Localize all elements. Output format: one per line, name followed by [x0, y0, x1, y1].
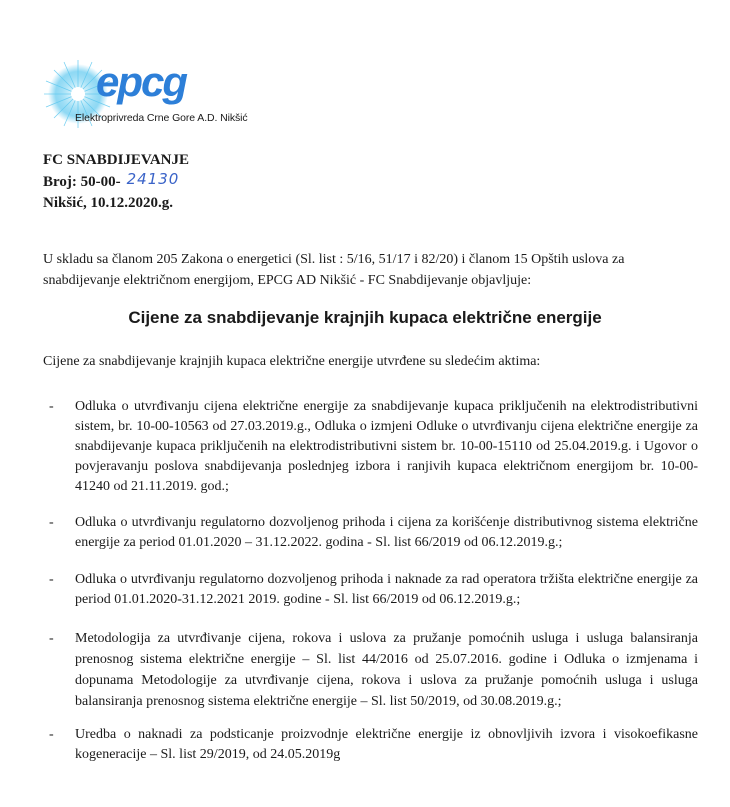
bullet-dash: - [49, 727, 54, 742]
bullet-dash: - [49, 631, 54, 646]
document-title: Cijene za snabdijevanje krajnjih kupaca električne energije [128, 308, 602, 327]
list-item [43, 570, 698, 610]
acts-intro: Cijene za snabdijevanje krajnjih kupaca električne energije utvrđene su sledećim aktima: [43, 354, 541, 369]
list-item-text: Metodologija za utvrđivanje cijena, rokova i uslova za pružanje pomoćnih usluga i usluga balansiranja prenosnog sistema električne energije – Sl. list 44/2016 od 25.07.2016. godine i Odluka o izmjenama i dopunama Metodologije za utvrđivanje cijena, rokova i uslova za pružanje pomoćnih usluga i usluga balansiranja prenosnog sistema električne energije – Sl. list 50/2019, od 30.08.2019.g.; [75, 631, 698, 709]
handwritten-number: 24130 [126, 170, 180, 188]
list-item [43, 397, 698, 497]
document-header [43, 150, 189, 214]
list-item [43, 628, 698, 712]
list-item [43, 725, 698, 765]
bullet-dash: - [49, 399, 54, 414]
logo-wordmark: epcg [96, 58, 187, 105]
document-number [43, 171, 189, 193]
list-item-text: Odluka o utvrđivanju cijena električne energije za snabdijevanje kupaca priključenih na elektrodistributivni sistem, br. 10-00-10563 od 27.03.2019.g., Odluka o izmjeni Odluke o utvrđivanju cijena električne energije za snabdijevanje kupaca priključenih na elektrodistributivni sistem br. 10-00-15110 od 25.04.2019.g. i Ugovor o povjeravanju poslova snabdijevanja poslednjeg izbora i ranjivih kupaca električnom energijom br. 10-00-41240 od 21.11.2019. god.; [75, 399, 698, 494]
list-item-text: Odluka o utvrđivanju regulatorno dozvoljenog prihoda i cijena za korišćenje distributivnog sistema električne energije za period 01.01.2020 – 31.12.2022. godina - Sl. list 66/2019 od 06.12.2019.g.; [75, 515, 698, 550]
logo-company-name: Elektroprivreda Crne Gore A.D. Nikšić [75, 112, 248, 124]
place-date: Nikšić, 10.12.2020.g. [43, 195, 174, 211]
intro-paragraph: U skladu sa članom 205 Zakona o energetici (Sl. list : 5/16, 51/17 i 82/20) i članom 15 Opštih uslova za snabdijevanje električnom energijom, EPCG AD Nikšić - FC Snabdijevanje objavljuje: [43, 252, 625, 288]
bullet-dash: - [49, 572, 54, 587]
department-name: FC SNABDIJEVANJE [43, 152, 190, 168]
number-label: Broj: 50-00- [43, 174, 121, 190]
list-item [43, 513, 698, 553]
bullet-dash: - [49, 515, 54, 530]
list-item-text: Odluka o utvrđivanju regulatorno dozvoljenog prihoda i naknade za rad operatora tržišta električne energije za period 01.01.2020-31.12.2021 2019. godine - Sl. list 66/2019 od 06.12.2019.g.; [75, 572, 698, 607]
list-item-text: Uredba o naknadi za podsticanje proizvodnje električne energije iz obnovljivih izvora i visokoefikasne kogeneracije – Sl. list 29/2019, od 24.05.2019g [75, 727, 698, 762]
